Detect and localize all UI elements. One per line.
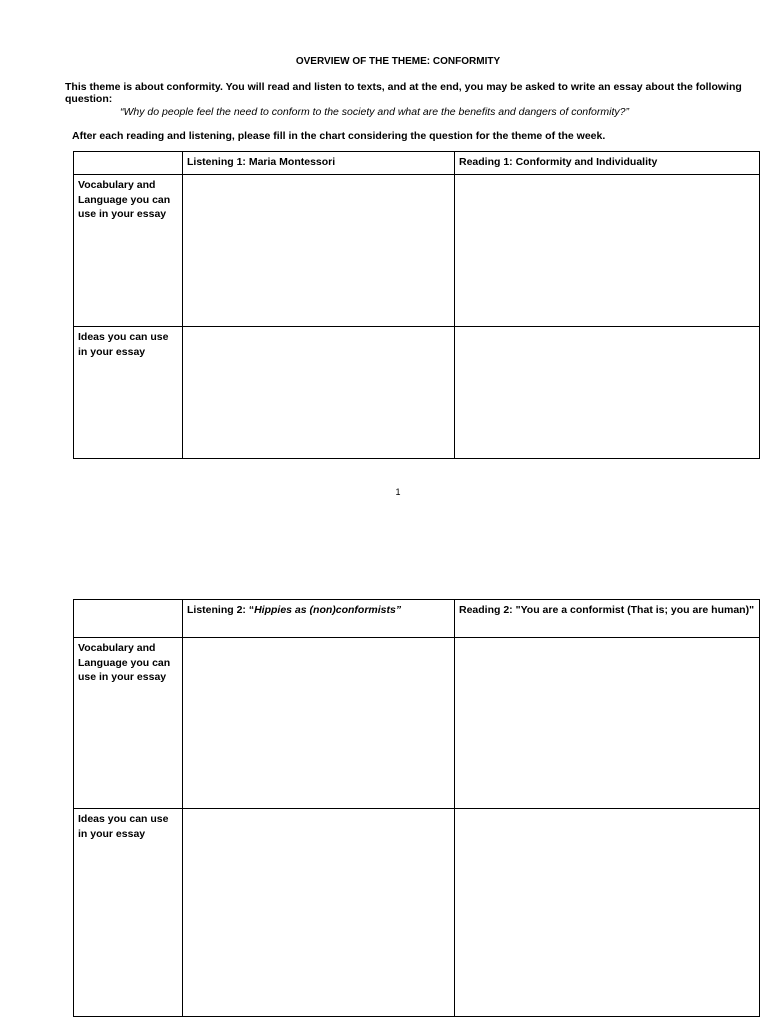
intro-paragraph: This theme is about conformity. You will read and listen to texts, and at the end, you may be asked to write an essay about the following question: [65,81,742,105]
row-label-vocabulary: Vocabulary and Language you can use in your essay [74,175,183,327]
listening-1-vocabulary-cell[interactable] [183,175,455,327]
reading-1-vocabulary-cell[interactable] [455,175,760,327]
instruction-text: After each reading and listening, please fill in the chart considering the question for the theme of the week. [72,130,606,142]
reading-2-ideas-cell[interactable] [455,809,760,1017]
reading-1-ideas-cell[interactable] [455,327,760,459]
empty-corner-cell [74,152,183,175]
empty-corner-cell [74,600,183,638]
reading-2-vocabulary-cell[interactable] [455,638,760,809]
chart-table-1 [73,151,760,459]
listening-2-header [183,600,455,638]
table-row [74,327,760,459]
table-header-row [74,600,760,638]
row-label-ideas: Ideas you can use in your essay [74,327,183,459]
table-row [74,638,760,809]
listening-1-ideas-cell[interactable] [183,327,455,459]
listening-2-header-prefix: Listening 2: “ [187,604,255,616]
reading-2-header: Reading 2: "You are a conformist (That is; you are human)" [455,600,760,638]
listening-2-ideas-cell[interactable] [183,809,455,1017]
listening-1-header: Listening 1: Maria Montessori [183,152,455,175]
table-row [74,809,760,1017]
essay-question: “Why do people feel the need to conform to the society and what are the benefits and dangers of conformity?” [120,106,629,118]
row-label-ideas: Ideas you can use in your essay [74,809,183,1017]
row-label-vocabulary: Vocabulary and Language you can use in your essay [74,638,183,809]
page-title: OVERVIEW OF THE THEME: CONFORMITY [295,56,501,67]
page-number: 1 [395,487,401,497]
listening-2-header-title: Hippies as (non)conformists” [254,604,402,616]
chart-table-2 [73,599,760,1017]
table-header-row [74,152,760,175]
reading-1-header: Reading 1: Conformity and Individuality [455,152,760,175]
listening-2-vocabulary-cell[interactable] [183,638,455,809]
table-row [74,175,760,327]
